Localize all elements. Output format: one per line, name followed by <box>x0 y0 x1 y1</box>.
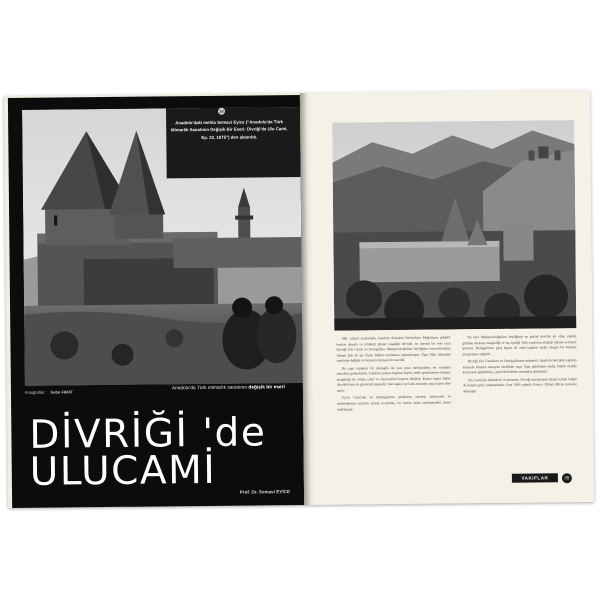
photo-caption: Anadolu'daki mebta Semavi Eyice (“Anadolu'da Türk Mimarlık Sanatının Değişik Bir Eseri: Divriği'de Ulu Cami, Ep. 22, 1975”) den aktarıldı. <box>171 119 288 140</box>
divrigi-landscape-photo <box>332 120 576 331</box>
headline-line-2: ULUCAMİ <box>29 447 217 495</box>
page-number: 35 <box>562 473 572 483</box>
headline-line-1: DİVRİĞİ 'de <box>29 410 267 458</box>
paragraph: Eyice Cami'nin ve Darüşşifa'nın planlarını çizerek, tarihçesini ve süslemelerini ayrıntılı olarak incelemiş, bu eserin sanat tarihimizdeki yerini belirtmiştir. <box>337 394 452 412</box>
photographer-name: Sebo FIRAT <box>50 389 73 395</box>
right-page <box>310 90 594 505</box>
left-page <box>8 95 304 508</box>
magazine-brand: VAKIFLAR <box>512 473 558 482</box>
magazine-spread <box>4 90 594 508</box>
article-column-2 <box>462 334 578 483</box>
subtitle-prefix: Anadolu'da Türk mimarlık sanatının <box>171 385 248 392</box>
photo-badge: 38 <box>219 108 224 114</box>
author-byline: Prof. Dr. Semavi EYİCE <box>239 489 291 495</box>
paragraph: Ulu Cami'nin kubbeleri ve minaresi, Divriği kasabasının silueti içinde bugün de hemen göze çarpmaktadır. Eser 1985 yılında Unesco Dünya Mirası listesine alınmıştır. <box>462 376 577 394</box>
paragraph: Divriği Ulu Camii'nin ve Darüşşifasının mimarisi, Anadolu Selçuklu yapıları arasında benzeri olmayan özellikler taşır. Yapı günümüze kadar büyük ölçüde korunarak gelebilmiş, çeşitli devirlerde onarımlar görmüştür. <box>462 358 577 375</box>
paragraph: Bu yapı topluluk bir darüşşifa ile yan yana birleştirilmiş bir camiden meydana gelmektedir. Caminin şahane kapıları hiçbir yerde görülmeyen süsleme zenginliği ile ortaya çıkar ve ziyaretçileri hayrete düşürür. Kuzey kapısı bütün Anadolu'nun en gösterişli kapısıdır; batı kapısı ise halk arasında çarşı kapısı diye anılır. <box>336 365 451 393</box>
article-column-1 <box>336 335 452 484</box>
article-subtitle <box>172 385 285 391</box>
photographer-credit <box>25 389 73 395</box>
photographer-label: Fotoğraflar : <box>24 389 47 395</box>
subtitle-bold: değişik bir eseri <box>248 385 285 391</box>
paragraph: XIII. yüzyıl ortalarında Anadolu Selçuklu Devleti'nin Moğolların şiddetli baskısı altında ve tehlikeli günler yaşadığı devirde, en önemli bir eser olan Divriği Ulu Camii ve Darüşşifası, Mengucukoğulları beyliğinin kurucularından Ahmet Şah ile eşi Turan Melek tarafından yaptırılmıştır. Yapı Türk mimarlık sanatının değişik ve benzeri olmayan bir eseridir. <box>336 335 451 363</box>
mosque-domes-photo <box>22 107 303 386</box>
paragraph: Bu eser Mengucukoğulları beyliğinin en parlak devrine ait olup, yapıda görülen süsleme zenginliği ve taş işçiliği Türk sanatının ulaştığı yüksek seviyeyi gösterir. Darüşşifa'nın giriş kapısı da cami kapıları kadar zengin bir bezeme programına sahiptir. <box>462 334 577 356</box>
